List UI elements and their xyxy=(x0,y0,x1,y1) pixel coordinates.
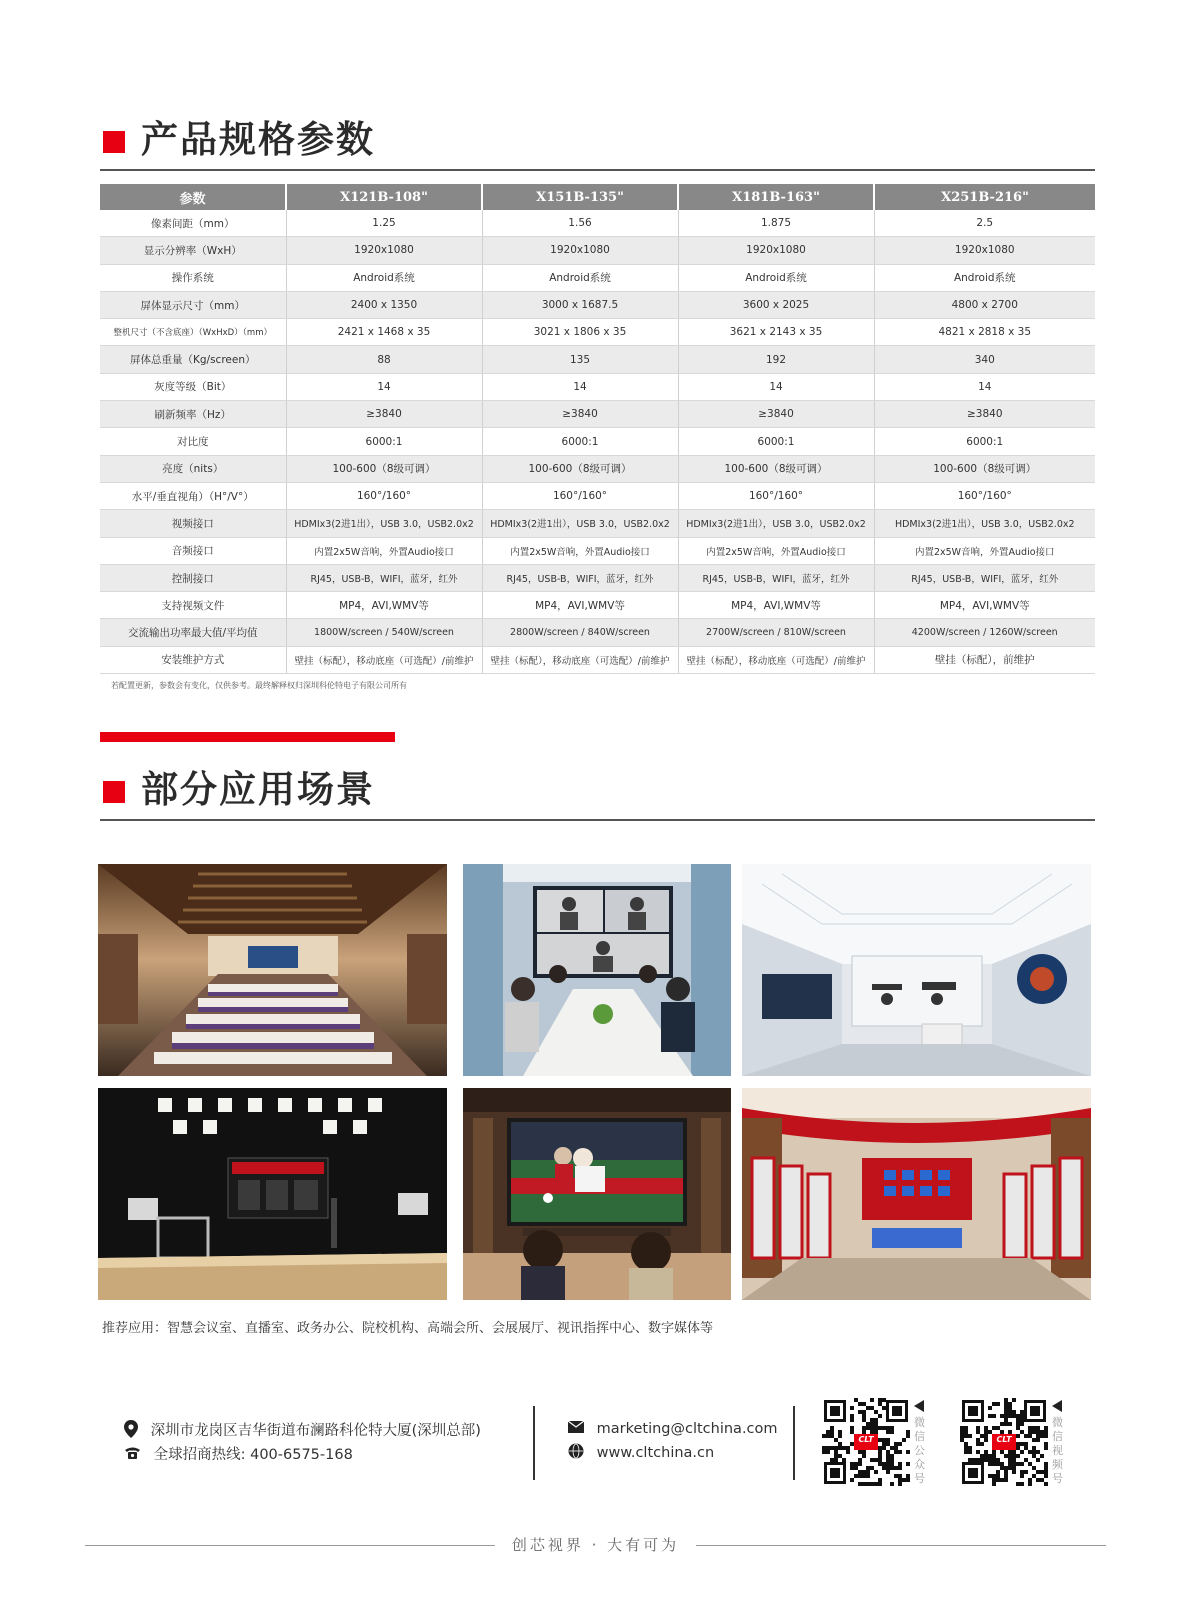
spec-value-cell: 4800 x 2700 xyxy=(874,291,1095,318)
spec-value-cell: 3600 x 2025 xyxy=(678,291,874,318)
spec-value-cell: 内置2x5W音响，外置Audio接口 xyxy=(874,537,1095,564)
footer-divider xyxy=(533,1406,535,1480)
scenes-section-title: 部分应用场景 xyxy=(141,768,375,811)
qr-logo-text: CLT xyxy=(858,1435,874,1444)
table-row xyxy=(100,319,1095,346)
table-row xyxy=(100,482,1095,509)
param-name-cell: 支持视频文件 xyxy=(100,592,286,619)
spec-value-cell: 160°/160° xyxy=(874,482,1095,509)
spec-value-cell: 160°/160° xyxy=(286,482,482,509)
qr-logo-text: CLT xyxy=(996,1435,1012,1444)
spec-value-cell: 6000:1 xyxy=(874,428,1095,455)
param-name-cell: 屏体总重量（Kg/screen） xyxy=(100,346,286,373)
table-row xyxy=(100,428,1095,455)
param-name-cell: 屏体显示尺寸（mm） xyxy=(100,291,286,318)
footer-slogan: 创芯视界 · 大有可为 xyxy=(511,1536,680,1554)
param-name-cell: 水平/垂直视角）（H°/V°） xyxy=(100,482,286,509)
spec-value-cell: 3621 x 2143 x 35 xyxy=(678,319,874,346)
scene-photo-exhibition-hall xyxy=(742,864,1091,1076)
param-name-cell: 像素间距（mm） xyxy=(100,210,286,237)
table-row xyxy=(100,646,1095,673)
spec-value-cell: 1920x1080 xyxy=(286,237,482,264)
spec-value-cell: 1.56 xyxy=(482,210,678,237)
table-row xyxy=(100,237,1095,264)
spec-value-cell: 160°/160° xyxy=(482,482,678,509)
spec-value-cell: 100-600（8级可调） xyxy=(482,455,678,482)
table-row xyxy=(100,346,1095,373)
table-row xyxy=(100,373,1095,400)
spec-value-cell: 14 xyxy=(874,373,1095,400)
footer-hotline xyxy=(124,1443,353,1464)
spec-value-cell: 壁挂（标配），前维护 xyxy=(874,646,1095,673)
qr2-label: 微信视频号 xyxy=(1052,1416,1063,1485)
spec-value-cell: 1.875 xyxy=(678,210,874,237)
table-row xyxy=(100,564,1095,591)
spec-value-cell: 14 xyxy=(482,373,678,400)
table-row xyxy=(100,510,1095,537)
param-name-cell: 操作系统 xyxy=(100,264,286,291)
column-header-model: X181B-163" xyxy=(678,184,874,210)
spec-value-cell: ≥3840 xyxy=(874,401,1095,428)
section-rule xyxy=(100,819,1095,821)
spec-value-cell: 2800W/screen / 840W/screen xyxy=(482,619,678,646)
param-name-cell: 整机尺寸（不含底座）（WxHxD）（mm） xyxy=(100,319,286,346)
spec-value-cell: 88 xyxy=(286,346,482,373)
spec-value-cell: HDMIx3(2进1出），USB 3.0，USB2.0x2 xyxy=(678,510,874,537)
param-name-cell: 音频接口 xyxy=(100,537,286,564)
spec-value-cell: 2700W/screen / 810W/screen xyxy=(678,619,874,646)
email-text[interactable]: marketing@cltchina.com xyxy=(596,1421,778,1437)
spec-value-cell: Android系统 xyxy=(482,264,678,291)
mail-icon xyxy=(568,1421,584,1437)
spec-value-cell: 100-600（8级可调） xyxy=(874,455,1095,482)
scene-photo-home-theater xyxy=(463,1088,731,1300)
spec-value-cell: 1920x1080 xyxy=(482,237,678,264)
spec-value-cell: 内置2x5W音响，外置Audio接口 xyxy=(286,537,482,564)
spec-value-cell: 100-600（8级可调） xyxy=(286,455,482,482)
spec-value-cell: 340 xyxy=(874,346,1095,373)
wechat-official-qr-code xyxy=(822,1398,910,1486)
spec-value-cell: 2.5 xyxy=(874,210,1095,237)
param-name-cell: 灰度等级（Bit） xyxy=(100,373,286,400)
address-text: 深圳市龙岗区吉华街道布澜路科伦特大厦(深圳总部) xyxy=(150,1423,481,1439)
spec-value-cell: RJ45，USB-B，WIFI，蓝牙，红外 xyxy=(678,564,874,591)
spec-value-cell: 14 xyxy=(286,373,482,400)
spec-value-cell: 4821 x 2818 x 35 xyxy=(874,319,1095,346)
table-row xyxy=(100,291,1095,318)
spec-section-title: 产品规格参数 xyxy=(141,118,375,161)
table-row xyxy=(100,210,1095,237)
table-row xyxy=(100,401,1095,428)
spec-value-cell: Android系统 xyxy=(286,264,482,291)
scene-photo-video-meeting xyxy=(463,864,731,1076)
section-marker xyxy=(103,131,125,153)
spec-value-cell: 6000:1 xyxy=(482,428,678,455)
spec-value-cell: ≥3840 xyxy=(482,401,678,428)
phone-icon xyxy=(124,1446,141,1464)
scene-photo-conference-hall xyxy=(98,864,447,1076)
spec-value-cell: MP4，AVI,WMV等 xyxy=(482,592,678,619)
spec-value-cell: 1920x1080 xyxy=(874,237,1095,264)
spec-value-cell: Android系统 xyxy=(874,264,1095,291)
spec-value-cell: RJ45，USB-B，WIFI，蓝牙，红外 xyxy=(482,564,678,591)
footer-website xyxy=(568,1443,714,1463)
section-marker xyxy=(103,781,125,803)
spec-value-cell: Android系统 xyxy=(678,264,874,291)
column-header-model: X251B-216" xyxy=(874,184,1095,210)
spec-value-cell: HDMIx3(2进1出），USB 3.0，USB2.0x2 xyxy=(874,510,1095,537)
spec-value-cell: 4200W/screen / 1260W/screen xyxy=(874,619,1095,646)
spec-value-cell: 160°/160° xyxy=(678,482,874,509)
param-name-cell: 安装维护方式 xyxy=(100,646,286,673)
spec-value-cell: 1.25 xyxy=(286,210,482,237)
recommended-applications: 推荐应用：智慧会议室、直播室、政务办公、院校机构、高端会所、会展展厅、视讯指挥中心、数字媒体等 xyxy=(102,1321,714,1336)
param-name-cell: 交流输出功率最大值/平均值 xyxy=(100,619,286,646)
spec-table-header xyxy=(100,184,1095,210)
spec-value-cell: 192 xyxy=(678,346,874,373)
spec-value-cell: 内置2x5W音响，外置Audio接口 xyxy=(482,537,678,564)
column-header-param: 参数 xyxy=(100,184,286,210)
spec-value-cell: 1800W/screen / 540W/screen xyxy=(286,619,482,646)
spec-value-cell: HDMIx3(2进1出），USB 3.0，USB2.0x2 xyxy=(482,510,678,537)
table-row xyxy=(100,264,1095,291)
spec-value-cell: ≥3840 xyxy=(678,401,874,428)
wechat-video-qr-code xyxy=(960,1398,1048,1486)
spec-value-cell: 3000 x 1687.5 xyxy=(482,291,678,318)
spec-value-cell: 14 xyxy=(678,373,874,400)
param-name-cell: 刷新频率（Hz） xyxy=(100,401,286,428)
spec-value-cell: MP4，AVI,WMV等 xyxy=(678,592,874,619)
table-row xyxy=(100,537,1095,564)
spec-disclaimer: 若配置更新，参数会有变化，仅供参考。最终解释权归深圳科伦特电子有限公司所有 xyxy=(111,681,407,690)
footer-email xyxy=(568,1421,778,1437)
spec-value-cell: HDMIx3(2进1出），USB 3.0，USB2.0x2 xyxy=(286,510,482,537)
param-name-cell: 视频接口 xyxy=(100,510,286,537)
spec-value-cell: 壁挂（标配），移动底座（可选配）/前维护 xyxy=(678,646,874,673)
spec-value-cell: 壁挂（标配），移动底座（可选配）/前维护 xyxy=(286,646,482,673)
scene-photo-live-studio xyxy=(98,1088,447,1300)
table-row xyxy=(100,455,1095,482)
param-name-cell: 亮度（nits） xyxy=(100,455,286,482)
section-rule xyxy=(100,169,1095,171)
param-name-cell: 对比度 xyxy=(100,428,286,455)
spec-value-cell: RJ45，USB-B，WIFI，蓝牙，红外 xyxy=(874,564,1095,591)
accent-bar xyxy=(100,732,395,742)
spec-value-cell: 2400 x 1350 xyxy=(286,291,482,318)
param-name-cell: 控制接口 xyxy=(100,564,286,591)
hotline-text: 全球招商热线: 400-6575-168 xyxy=(153,1447,353,1463)
spec-value-cell: MP4，AVI,WMV等 xyxy=(874,592,1095,619)
column-header-model: X121B-108" xyxy=(286,184,482,210)
spec-value-cell: 135 xyxy=(482,346,678,373)
param-name-cell: 显示分辨率（WxH） xyxy=(100,237,286,264)
footer-address xyxy=(124,1419,481,1442)
spec-value-cell: 6000:1 xyxy=(286,428,482,455)
location-pin-icon xyxy=(124,1420,138,1442)
arrow-left-icon xyxy=(1052,1400,1062,1412)
scene-photo-party-exhibition xyxy=(742,1088,1091,1300)
arrow-left-icon xyxy=(914,1400,924,1412)
spec-value-cell: 内置2x5W音响，外置Audio接口 xyxy=(678,537,874,564)
table-row xyxy=(100,619,1095,646)
footer-divider xyxy=(793,1406,795,1480)
spec-value-cell: 2421 x 1468 x 35 xyxy=(286,319,482,346)
spec-value-cell: ≥3840 xyxy=(286,401,482,428)
globe-icon xyxy=(568,1443,584,1463)
spec-value-cell: RJ45，USB-B，WIFI，蓝牙，红外 xyxy=(286,564,482,591)
spec-value-cell: 壁挂（标配），移动底座（可选配）/前维护 xyxy=(482,646,678,673)
spec-table xyxy=(100,184,1095,674)
qr1-label: 微信公众号 xyxy=(914,1416,925,1485)
spec-value-cell: 100-600（8级可调） xyxy=(678,455,874,482)
spec-value-cell: 3021 x 1806 x 35 xyxy=(482,319,678,346)
table-row xyxy=(100,592,1095,619)
website-text[interactable]: www.cltchina.cn xyxy=(596,1445,715,1461)
spec-value-cell: MP4，AVI,WMV等 xyxy=(286,592,482,619)
spec-value-cell: 1920x1080 xyxy=(678,237,874,264)
column-header-model: X151B-135" xyxy=(482,184,678,210)
spec-value-cell: 6000:1 xyxy=(678,428,874,455)
